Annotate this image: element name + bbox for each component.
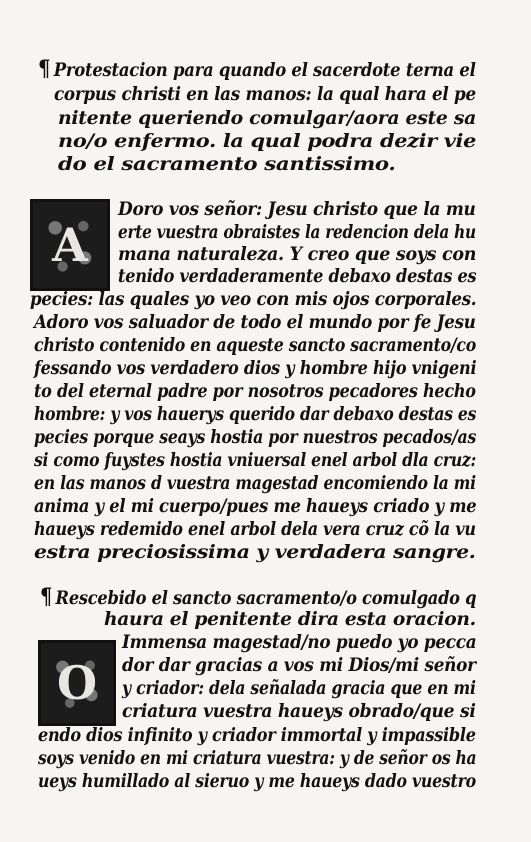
paragraph-mark-icon: ¶ (38, 56, 51, 82)
body2-line-7: ueys humillado al sieruo y me haueys dado vuestro (38, 771, 476, 792)
body-line-1: Doro vos señor: Jesu christo que la mu (118, 199, 476, 220)
rubric-line-2: haura el penitente dira esta oracion. (104, 609, 476, 630)
body-line-12: si como fuystes hostia vniuersal enel arbol dla cruz: (34, 450, 477, 471)
heading-line-3: nitente queriendo comulgar/aora este sa (58, 108, 477, 129)
body-line-13: en las manos d vuestra magestad encomiendo la mi (34, 473, 476, 494)
body-line-15: haueys redemido enel arbol dela vera cruz cõ la vu (34, 519, 476, 540)
body-line-6: Adoro vos saluador de todo el mundo por fe Jesu (34, 312, 476, 333)
body-line-7: christo contenido en aqueste sancto sacramento/co (34, 335, 476, 356)
body2-line-1: Immensa magestad/no puedo yo pecca (122, 632, 477, 653)
heading-line-1: ¶ Protestacion para quando el sacerdote terna el (38, 56, 476, 82)
heading-line-2: corpus christi en las manos: la qual hara el pe (54, 84, 476, 105)
body-line-8: fessando vos verdadero dios y hombre hijo vnigeni (34, 358, 477, 379)
body-line-2: erte vuestra obraistes la redencion dela hu (118, 222, 476, 243)
body2-line-4: criatura vuestra haueys obrado/que si (122, 701, 476, 722)
body2-line-3: y criador: dela señalada gracia que en mi (122, 678, 476, 699)
body-line-5: pecies: las quales yo veo con mis ojos corporales. (30, 289, 477, 310)
body-line-4: tenido verdaderamente debaxo destas es (118, 266, 477, 287)
body2-line-5: endo dios infinito y criador immortal y impassible (38, 725, 476, 746)
decorated-initial-o: O (38, 640, 116, 726)
body-line-16: estra preciosissima y verdadera sangre. (34, 542, 476, 563)
rubric-line-1: ¶ Rescebido el sancto sacramento/o comulgado q (40, 584, 477, 610)
decorated-initial-a: A (30, 199, 110, 291)
body-line-14: anima y el mi cuerpo/pues me haueys criado y me (34, 496, 477, 517)
body2-line-2: dor dar gracias a vos mi Dios/mi señor (122, 655, 476, 676)
body-line-11: pecies porque seays hostia por nuestros pecados/as (34, 427, 477, 448)
body-line-10: hombre: y vos hauerys querido dar debaxo destas es (34, 404, 477, 425)
heading-line-4: no/o enfermo. la qual podra dezir vie (58, 131, 477, 152)
paragraph-mark-icon: ¶ (40, 584, 53, 610)
body2-line-6: soys venido en mi criatura vuestra: y de señor os ha (38, 748, 477, 769)
heading-line-5: do el sacramento santissimo. (58, 154, 396, 175)
body-line-9: to del eternal padre por nosotros pecadores hecho (34, 381, 476, 402)
body-line-3: mana naturaleza. Y creo que soys con (118, 244, 477, 265)
